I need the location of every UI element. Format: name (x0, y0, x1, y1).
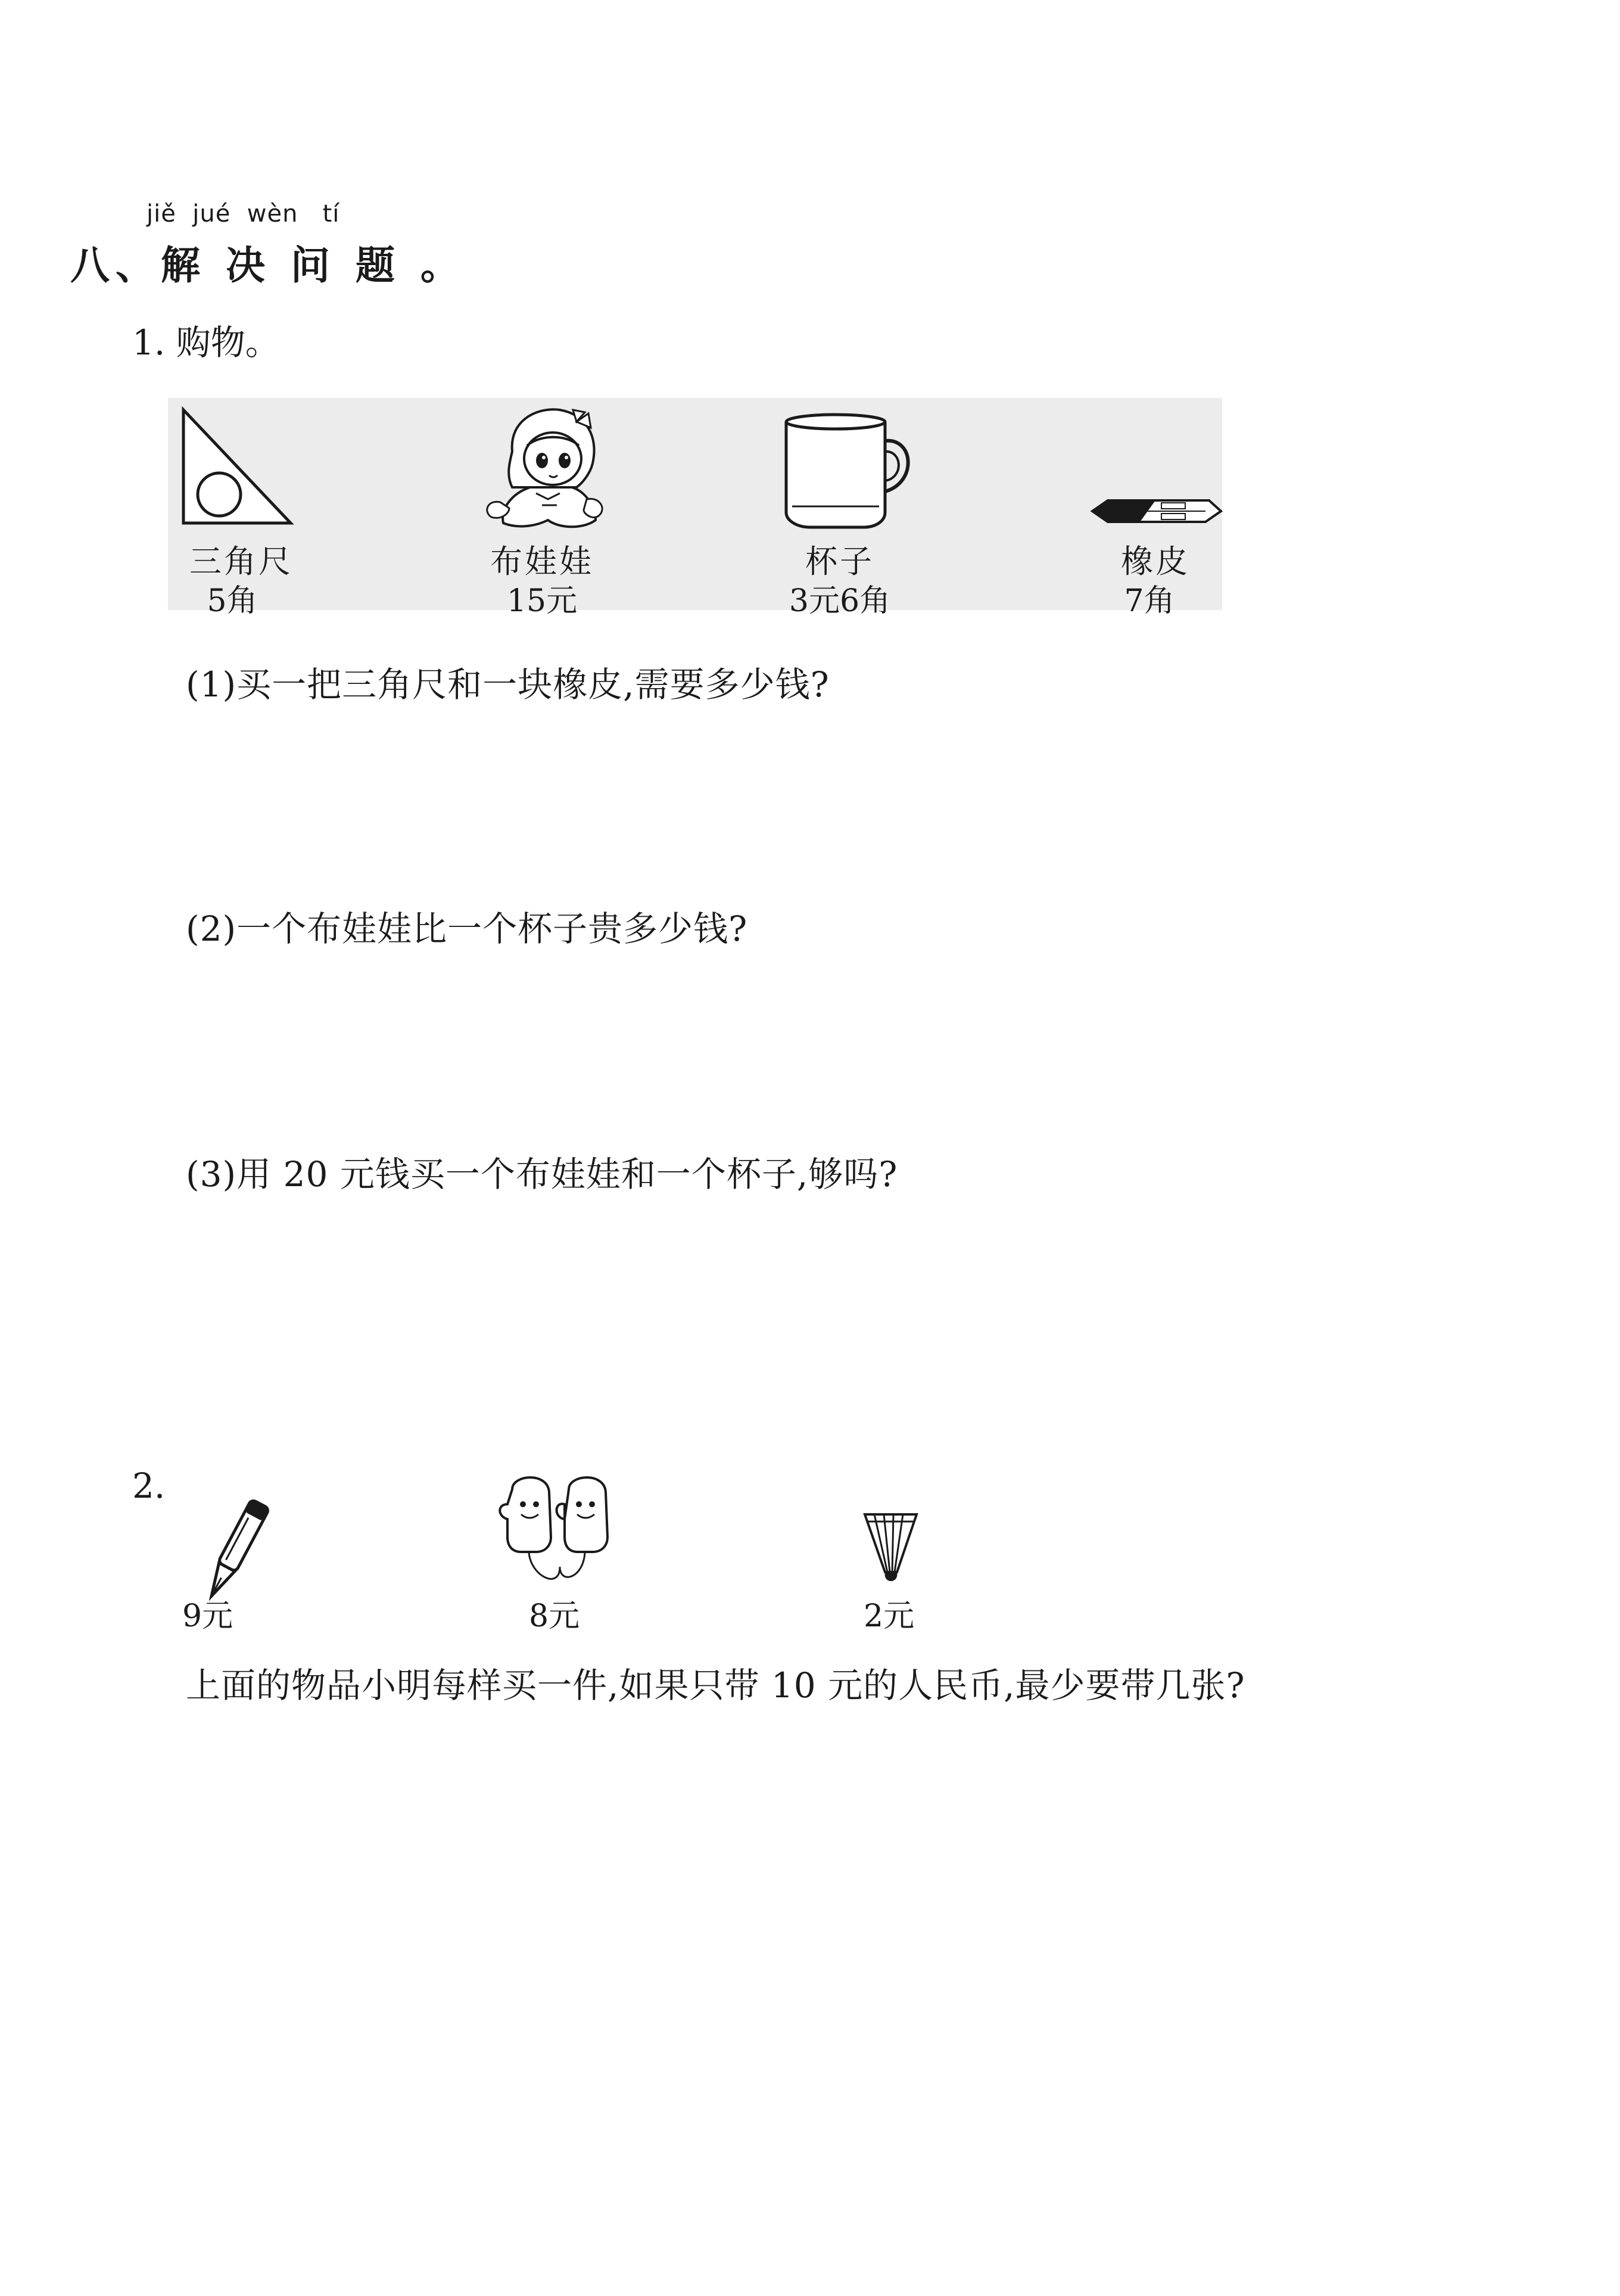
item-price: 7角 (1124, 583, 1175, 619)
item-name: 橡皮 (1121, 543, 1190, 580)
problem-1-heading: 1. 购物。 (132, 322, 280, 363)
item-price: 5角 (207, 583, 258, 619)
sub-question-1: (1)买一把三角尺和一块橡皮,需要多少钱? (186, 664, 830, 705)
item-name: 三角尺 (189, 543, 293, 580)
gloves-icon (494, 1471, 625, 1597)
item-price: 2元 (864, 1598, 915, 1634)
item-name: 布娃娃 (490, 543, 594, 580)
item-price: 15元 (506, 583, 578, 619)
item-price: 3元6角 (789, 583, 891, 619)
triangle-ruler-icon (179, 405, 298, 530)
section-title: 八、解 决 问 题 。 (70, 242, 466, 288)
item-price: 8元 (529, 1598, 580, 1634)
shuttlecock-icon (860, 1510, 926, 1593)
sub-question-3: (3)用 20 元钱买一个布娃娃和一个杯子,够吗? (186, 1154, 898, 1194)
item-name: 杯子 (805, 543, 874, 580)
cup-icon (774, 411, 917, 530)
item-price: 9元 (182, 1598, 233, 1634)
problem-2-question: 上面的物品小明每样买一件,如果只带 10 元的人民币,最少要带几张? (186, 1665, 1245, 1706)
eraser-icon (1090, 489, 1227, 536)
shopping-items-strip (168, 398, 1222, 610)
sub-question-2: (2)一个布娃娃比一个杯子贵多少钱? (186, 909, 748, 949)
problem-2-heading: 2. (132, 1466, 166, 1506)
title-pinyin: jiě jué wèn tí (147, 200, 340, 228)
doll-icon (476, 404, 613, 535)
